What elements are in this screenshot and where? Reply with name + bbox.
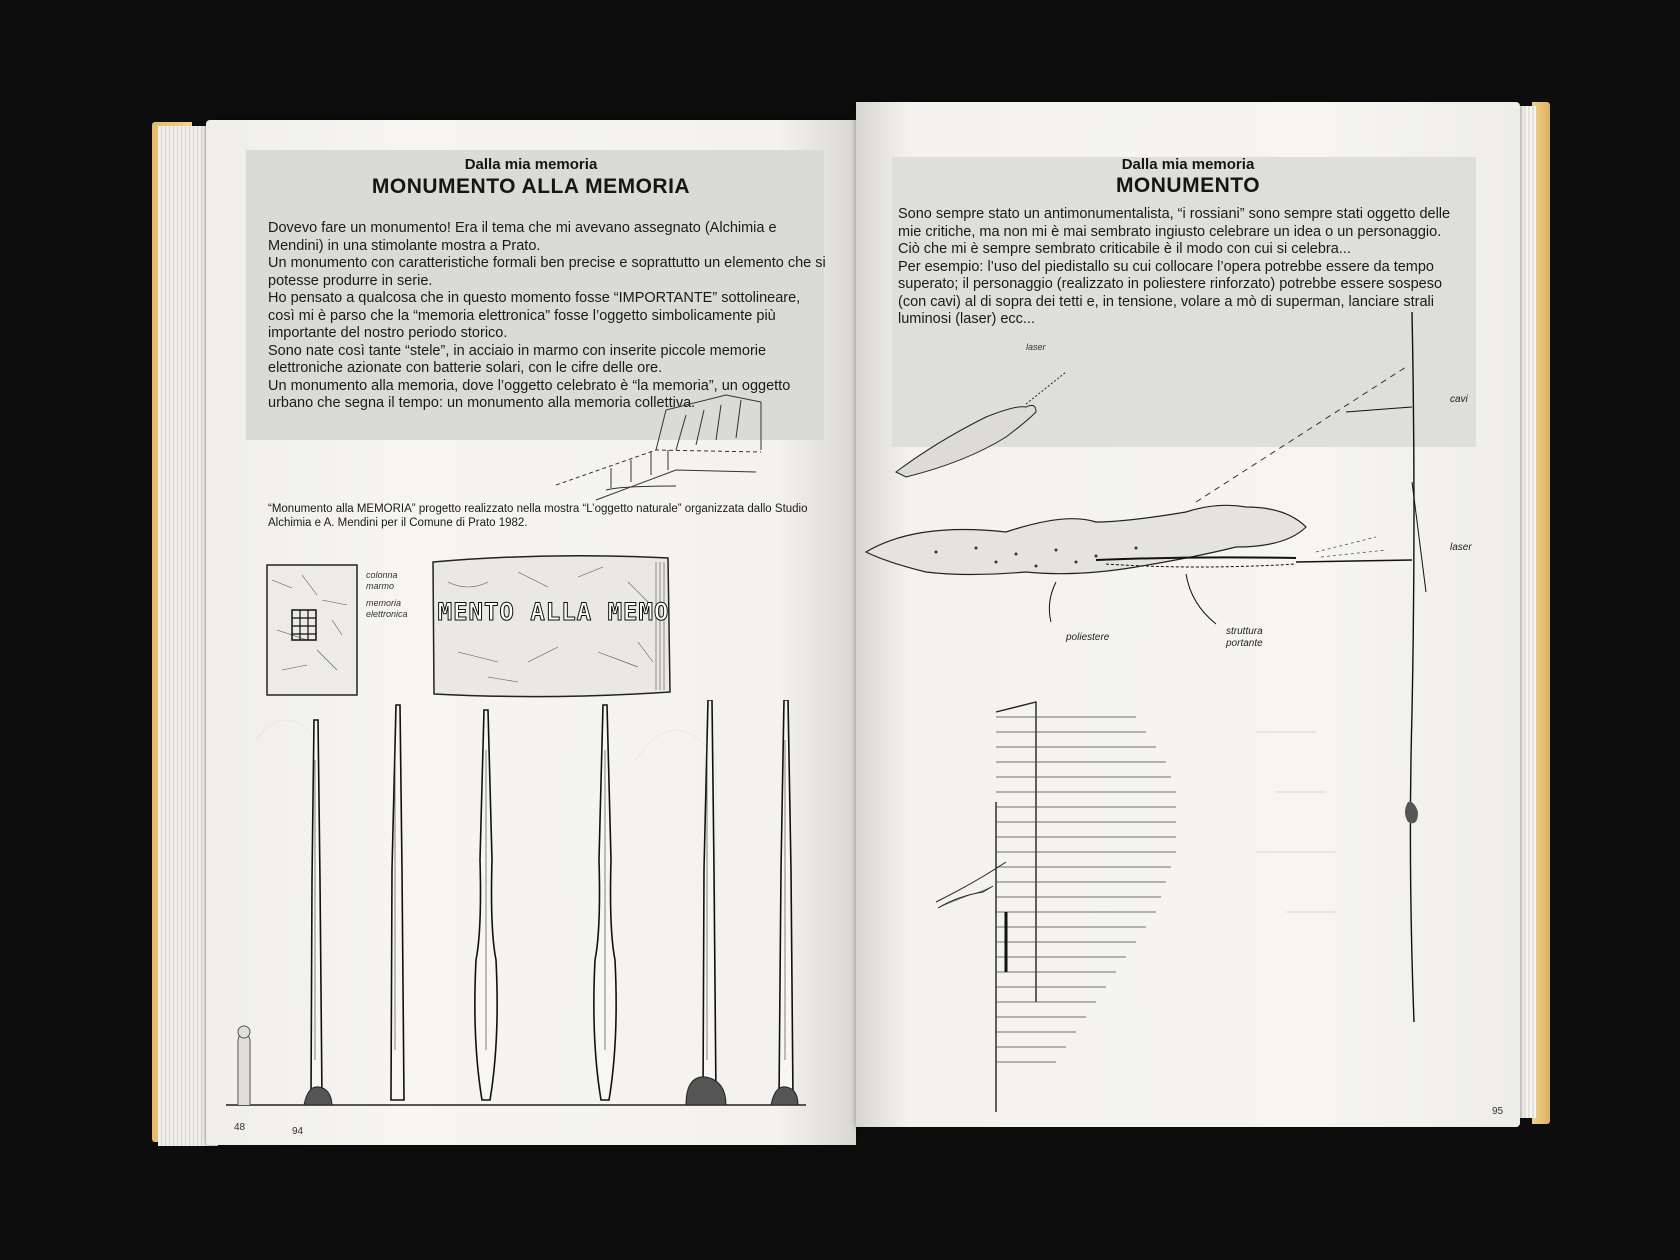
left-paragraph: Un monumento alla memoria, dove l’oggetto celebrato è “la memoria”, un oggetto urbano che segna il tempo: un monumento alla memoria collettiva. (268, 377, 791, 411)
left-paragraph: Un monumento con caratteristiche formali ben precise e soprattutto un elemento che si potesse produrre in serie. (268, 255, 826, 289)
left-page (206, 120, 856, 1145)
right-page (856, 102, 1520, 1127)
inscribed-stone-sketch (428, 552, 676, 702)
right-body-text (898, 206, 1468, 329)
sketch-note: struttura portante (1226, 626, 1263, 649)
sketch-note: laser (1450, 542, 1472, 553)
right-page-number: 95 (1492, 1106, 1504, 1117)
perspective-sketch (536, 390, 766, 510)
left-paragraph: Sono nate così tante “stele”, in acciaio in marmo con inserite piccole memorie elettroniche azionate con batterie solari, con le cifre delle ore. (268, 342, 767, 376)
stele-columns-sketch (216, 700, 816, 1120)
sketch-note: laser (1026, 342, 1046, 352)
right-kicker: Dalla mia memoria (1121, 156, 1255, 173)
stone-column-sketch (262, 560, 362, 700)
sketch-note: memoria elettronica (366, 598, 408, 619)
left-title: MONUMENTO ALLA MEMORIA (371, 175, 691, 198)
right-paragraph: Sono sempre stato un antimonumentalista, “i rossiani” sono sempre stati oggetto delle mie critiche, ma non mi è mai sembrato ingiusto celebrare un idea o un personaggio. (898, 206, 1451, 240)
flying-superman-sketch (856, 312, 1520, 1112)
left-caption: “Monumento alla MEMORIA” progetto realizzato nella mostra “L’oggetto naturale” organizzata dallo Studio Alchimia e A. Mendini per il Comune di Prato 1982. (268, 503, 808, 529)
sketch-note: colonna marmo (366, 570, 398, 591)
left-body-text (268, 220, 828, 413)
sketch-note: poliestere (1066, 632, 1110, 643)
right-title: MONUMENTO (1115, 174, 1261, 197)
left-kicker: Dalla mia memoria (464, 156, 598, 173)
left-paragraph: Dovevo fare un monumento! Era il tema che mi avevano assegnato (Alchimia e Mendini) in una stimolante mostra a Prato. (268, 220, 777, 254)
sketch-note: cavi (1450, 394, 1468, 405)
right-paragraph: Ciò che mi è sempre sembrato criticabile è il modo con cui si celebra... (898, 241, 1351, 257)
stone-inscription: MENTO ALLA MEMO (437, 598, 670, 626)
left-page-number: 94 (292, 1126, 304, 1137)
outer-page-number: 48 (234, 1122, 246, 1133)
right-paragraph: Per esempio: l’uso del piedistallo su cui collocare l’opera potrebbe essere da tempo superato; il personaggio (realizzato in poliestere rinforzato) potrebbe essere sospeso (con cavi) al di sopra dei tetti e, in tensione, volare a mò di superman, lanciare strali luminosi (laser) ecc... (898, 258, 1443, 327)
left-paragraph: Ho pensato a qualcosa che in questo momento fosse “IMPORTANTE” sottolineare, così mi è parso che la “memoria elettronica” fosse l’oggetto simbolicamente più importante del nostro periodo storico. (268, 290, 801, 341)
